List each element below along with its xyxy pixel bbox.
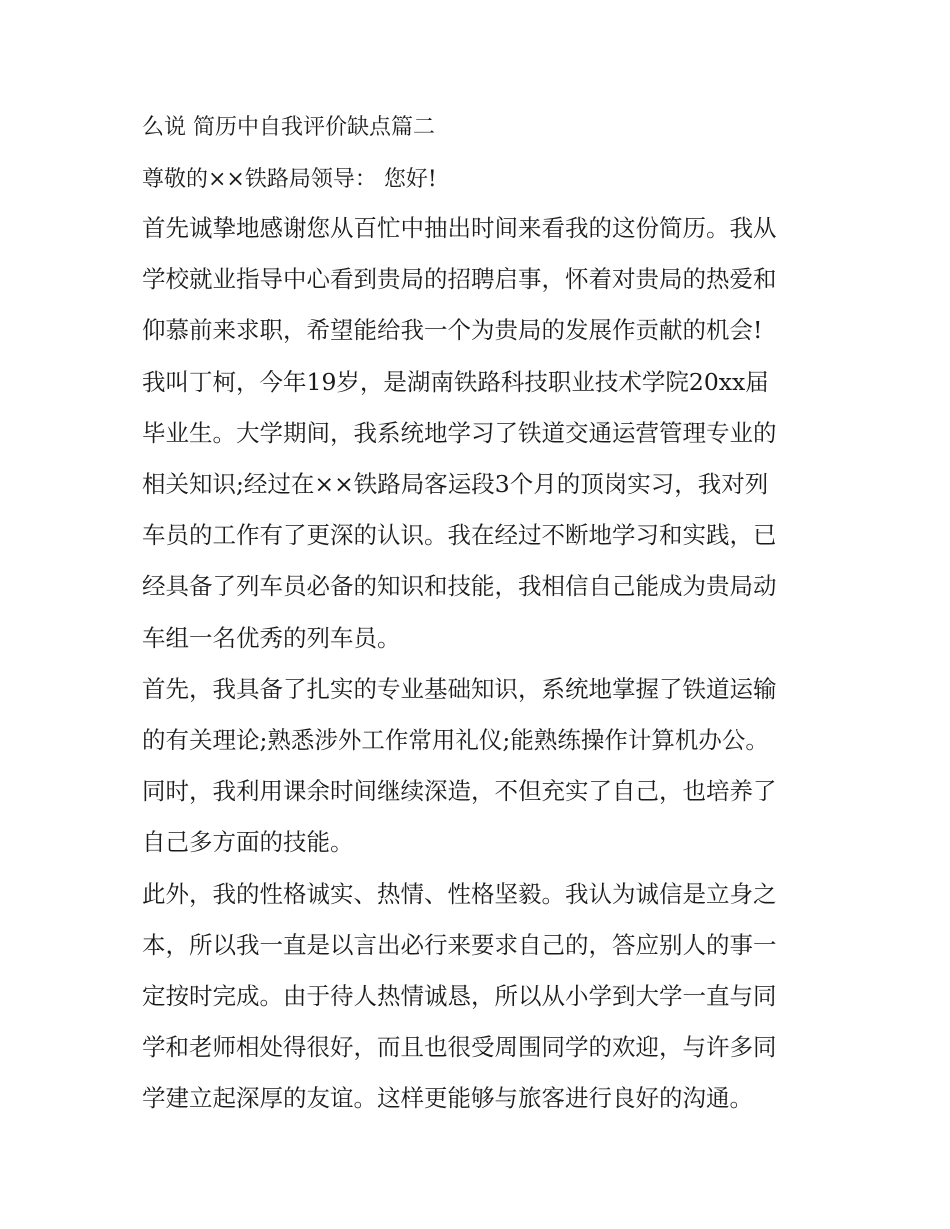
letter-greeting: 尊敬的××铁路局领导： 您好! xyxy=(142,167,437,192)
document-title: 么说 简历中自我评价缺点篇二 xyxy=(142,115,435,140)
paragraph-4 xyxy=(142,869,810,1125)
text-line: 仰慕前来求职，希望能给我一个为贵局的发展作贡献的机会! xyxy=(142,316,763,345)
text-line: 的有关理论;熟悉涉外工作常用礼仪;能熟练操作计算机办公。 xyxy=(142,726,769,755)
letter-body xyxy=(142,203,810,1125)
text-line: 自己多方面的技能。 xyxy=(142,828,354,857)
text-line: 毕业生。大学期间，我系统地学习了铁道交通运营管理专业的 xyxy=(142,418,777,447)
text-line: 学校就业指导中心看到贵局的招聘启事，怀着对贵局的热爱和 xyxy=(142,265,777,294)
text-line: 经具备了列车员必备的知识和技能，我相信自己能成为贵局动 xyxy=(142,572,777,601)
text-line: 相关知识;经过在××铁路局客运段3个月的顶岗实习，我对列 xyxy=(142,470,769,499)
text-line: 车员的工作有了更深的认识。我在经过不断地学习和实践，已 xyxy=(142,521,777,550)
paragraph-1 xyxy=(142,203,810,357)
text-line: 首先，我具备了扎实的专业基础知识，系统地掌握了铁道运输 xyxy=(142,674,777,703)
text-line: 此外，我的性格诚实、热情、性格坚毅。我认为诚信是立身之 xyxy=(142,879,777,908)
text-line: 首先诚挚地感谢您从百忙中抽出时间来看我的这份简历。我从 xyxy=(142,214,777,242)
text-line: 定按时完成。由于待人热情诚恳，所以从小学到大学一直与同 xyxy=(142,982,777,1011)
text-line: 学建立起深厚的友谊。这样更能够与旅客进行良好的沟通。 xyxy=(142,1084,753,1113)
text-line: 学和老师相处得很好，而且也很受周围同学的欢迎，与许多同 xyxy=(142,1033,777,1062)
text-line: 车组一名优秀的列车员。 xyxy=(142,623,401,652)
paragraph-2 xyxy=(142,357,810,664)
text-line: 我叫丁柯，今年19岁，是湖南铁路科技职业技术学院20xx届 xyxy=(142,367,769,396)
text-line: 同时，我利用课余时间继续深造，不但充实了自己，也培养了 xyxy=(142,777,777,806)
paragraph-3 xyxy=(142,664,810,869)
text-line: 本，所以我一直是以言出必行来要求自己的，答应别人的事一 xyxy=(142,930,777,959)
